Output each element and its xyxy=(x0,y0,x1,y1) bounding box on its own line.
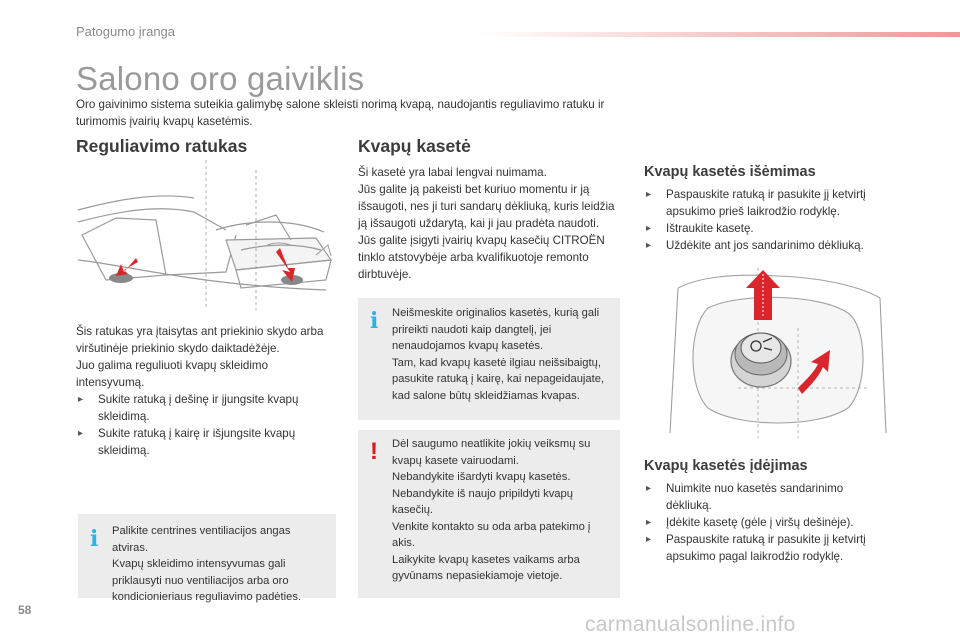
info-icon: i xyxy=(90,526,99,552)
regulator-paragraph: Juo galima reguliuoti kvapų skleidimo intensyvumą. xyxy=(76,359,269,389)
info-line: Neišmeskite originalios kasetės, kurią gali prireikti naudoti kaip dangtelį, jei nenaudojamos kvapų kasetės. xyxy=(392,307,600,352)
watermark: carmanualsonline.info xyxy=(585,613,796,636)
warning-line: Venkite kontakto su oda arba patekimo į akis. xyxy=(392,520,591,549)
page-title: Salono oro gaiviklis xyxy=(76,60,365,97)
info-line: Tam, kad kvapų kasetė ilgiau neišsibaigtų, pasukite ratuką į kairę, kai nepageidaujate, kad salone būtų skleidžiamas kvapas. xyxy=(392,356,605,402)
cartridge-paragraph: Ši kasetė yra labai lengvai nuimama. xyxy=(358,166,547,179)
intro-text: Oro gaivinimo sistema suteikia galimybę salone skleisti norimą kvapą, naudojantis reguliavimo ratuku ir turimomis įvairių kvapų kasetėmis. xyxy=(76,98,605,128)
list-item: ▸ Uždėkite ant jos sandarinimo dėkliuką. xyxy=(644,237,884,254)
list-item: ▸ Sukite ratuką į kairę ir išjungsite kvapų skleidimą. xyxy=(76,425,332,459)
cartridge-paragraph: Jūs galite ją pakeisti bet kuriuo momentu ir ją išsaugoti, nes ji turi sandarų dėkliuką, kuris leidžia ją išsaugoti uždarytą, kai ji jau pradėta naudoti. xyxy=(358,183,615,230)
section-label: Patogumo įranga xyxy=(76,24,176,39)
list-item: ▸ Įdėkite kasetę (gėle į viršų dešinėje). xyxy=(644,514,884,531)
list-item: ▸ Paspauskite ratuką ir pasukite jį ketvirtį apsukimo prieš laikrodžio rodyklę. xyxy=(644,186,884,220)
insertion-bullet-list xyxy=(644,480,884,565)
cartridge-info-box xyxy=(358,298,620,420)
list-item: ▸ Nuimkite nuo kasetės sandarinimo dėkliuką. xyxy=(644,480,884,514)
regulator-paragraph: Šis ratukas yra įtaisytas ant priekinio skydo arba viršutinėje priekinio skydo daiktadėžėje. xyxy=(76,325,324,355)
regulator-bullet-list xyxy=(76,391,332,459)
list-item: ▸ Paspauskite ratuką ir pasukite jį ketvirtį apsukimo pagal laikrodžio rodyklę. xyxy=(644,531,884,565)
cartridge-removal-illustration xyxy=(668,268,888,438)
dashboard-illustration xyxy=(76,160,336,310)
page-number: 58 xyxy=(18,603,32,617)
removal-heading: Kvapų kasetės išėmimas xyxy=(644,164,816,180)
cartridge-description xyxy=(358,164,620,283)
warning-line: Nebandykite iš naujo pripildyti kvapų kasečių. xyxy=(392,487,573,516)
warning-line: Dėl saugumo neatlikite jokių veiksmų su kvapų kasete vairuodami. xyxy=(392,438,591,467)
warning-line: Nebandykite išardyti kvapų kasetės. xyxy=(392,471,571,483)
list-item: ▸ Sukite ratuką į dešinę ir įjungsite kvapų skleidimą. xyxy=(76,391,332,425)
cartridge-info-text xyxy=(392,305,610,404)
regulator-info-text xyxy=(112,523,326,606)
removal-bullet-list xyxy=(644,186,884,254)
regulator-heading: Reguliavimo ratukas xyxy=(76,136,248,156)
warning-icon: ! xyxy=(370,438,378,465)
list-item: ▸ Ištraukite kasetę. xyxy=(644,220,884,237)
warning-line: Laikykite kvapų kasetes vaikams arba gyvūnams nepasiekiamoje vietoje. xyxy=(392,553,580,582)
info-icon: i xyxy=(370,308,379,334)
info-line: Kvapų skleidimo intensyvumas gali priklausyti nuo ventiliacijos arba oro kondicionieriaus reguliavimo padėties. xyxy=(112,558,302,603)
cartridge-paragraph: Jūs galite įsigyti įvairių kvapų kasečių CITROËN tinklo atstovybėje arba kvalifikuotoje remonto dirbtuvėje. xyxy=(358,234,605,281)
info-line: Palikite centrines ventiliacijos angas atviras. xyxy=(112,525,291,554)
regulator-description xyxy=(76,323,332,459)
regulator-info-box xyxy=(78,514,336,603)
cartridge-warning-box xyxy=(358,430,620,598)
insertion-heading: Kvapų kasetės įdėjimas xyxy=(644,458,808,474)
cartridge-warning-text xyxy=(392,436,610,585)
cartridge-heading: Kvapų kasetė xyxy=(358,136,471,156)
header-accent-bar xyxy=(480,32,960,37)
